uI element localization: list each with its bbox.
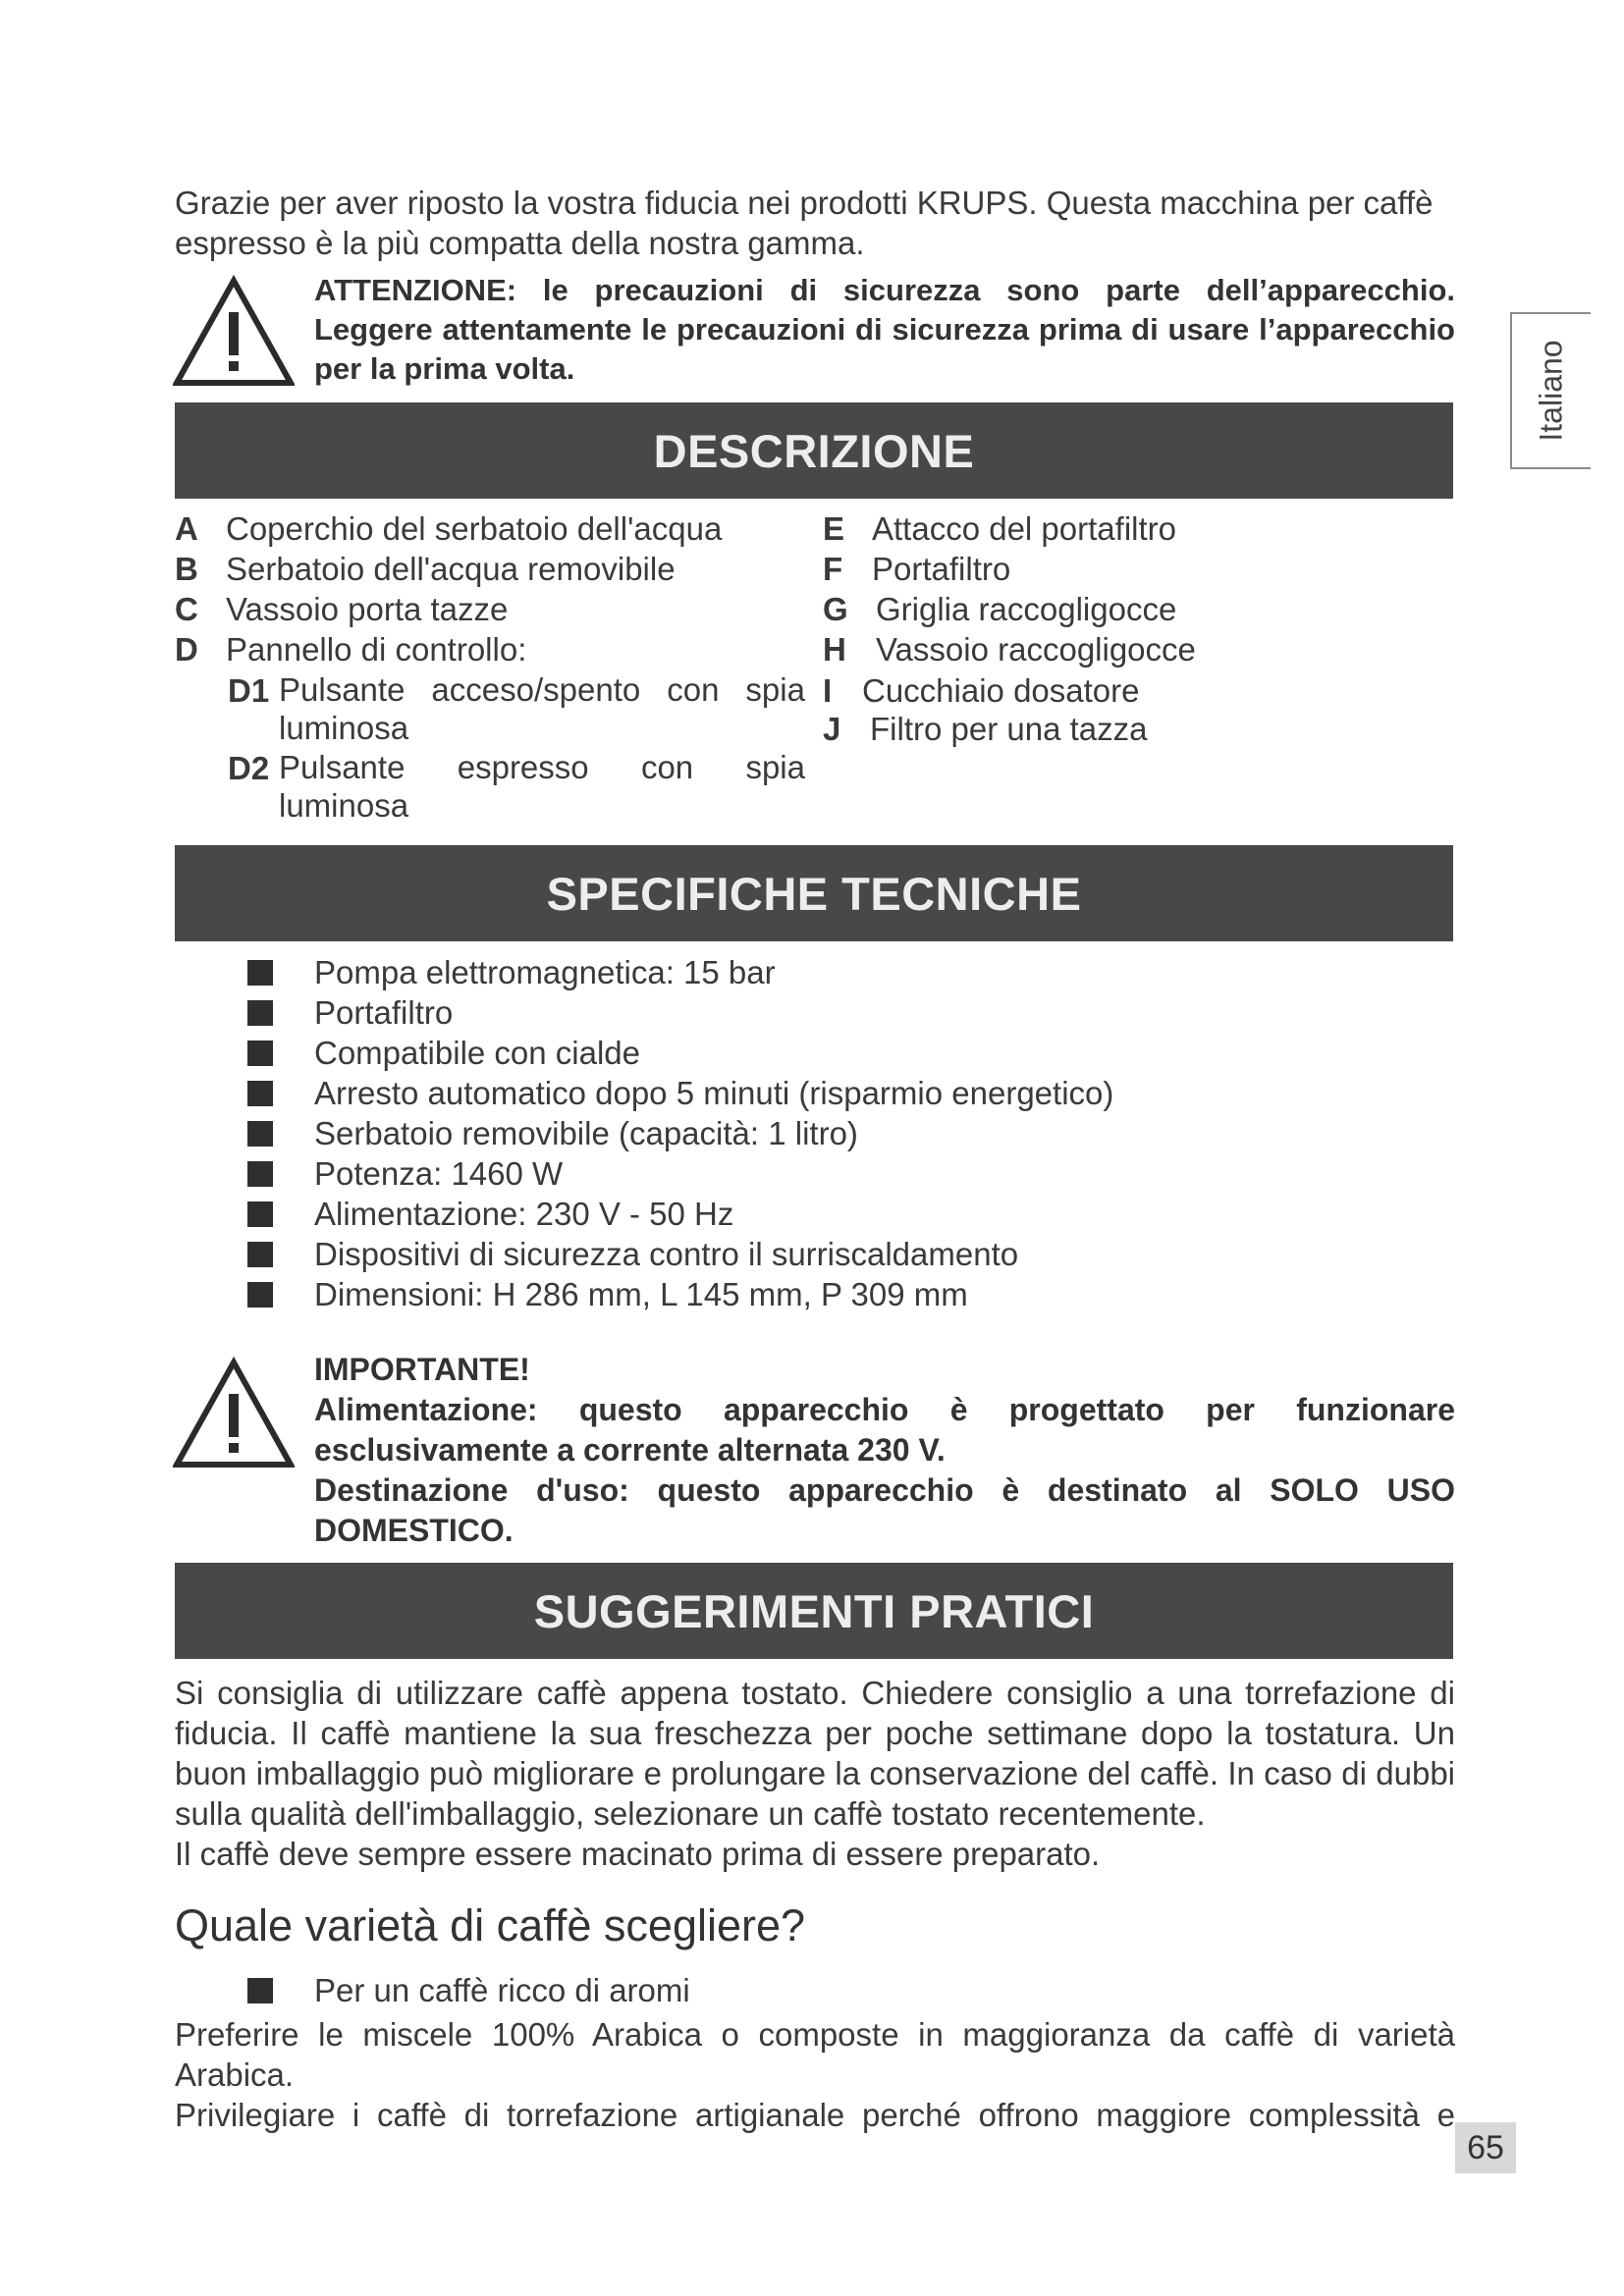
subpart-line2: luminosa	[279, 710, 409, 746]
part-item	[175, 629, 526, 669]
spec-item	[247, 1153, 1113, 1194]
intro-paragraph: Grazie per aver riposto la vostra fiducia nei prodotti KRUPS. Questa macchina per caffè espresso è la più compatta della nostra gamma.	[175, 185, 1434, 261]
square-bullet-icon	[247, 960, 273, 986]
part-letter: B	[175, 551, 198, 587]
variety-paragraphs	[175, 2014, 1455, 2135]
spec-list	[247, 952, 1113, 1314]
spec-item	[247, 1194, 1113, 1234]
tips-paragraph: Si consiglia di utilizzare caffè appena tostato. Chiedere consiglio a una torrefazione di fiducia. Il caffè mantiene la sua freschezza per poche settimane dopo la tostatura. Un buon imballaggio può migliorare e prolungare la conservazione del caffè. In caso di dubbi sulla qualità dell'imballaggio, selezionare un caffè tostato recentemente.	[175, 1675, 1455, 1832]
page-number: 65	[1455, 2122, 1516, 2173]
square-bullet-icon	[247, 1282, 273, 1308]
spec-item	[247, 1033, 1113, 1073]
spec-item	[247, 1113, 1113, 1153]
spec-item	[247, 952, 1113, 992]
aroma-bullet	[247, 1970, 690, 2010]
part-letter: H	[823, 631, 846, 667]
spec-item	[247, 1073, 1113, 1113]
spec-text: Serbatoio removibile (capacità: 1 litro)	[314, 1114, 858, 1151]
part-item	[175, 508, 722, 549]
language-label: Italiano	[1533, 340, 1569, 442]
tips-text	[175, 1673, 1455, 1874]
subpart-word: spia	[745, 671, 805, 708]
warning-triangle-icon	[173, 1357, 295, 1470]
spec-text: Potenza: 1460 W	[314, 1154, 564, 1192]
part-text: Attacco del portafiltro	[872, 510, 1176, 547]
subpart-word: espresso	[457, 749, 589, 785]
subpart-word: Pulsante	[279, 749, 406, 785]
subpart-item	[279, 748, 805, 825]
subpart-word: spia	[745, 749, 805, 785]
part-text: Griglia raccogligocce	[876, 591, 1177, 627]
part-letter: D	[175, 631, 198, 667]
aroma-text: Per un caffè ricco di aromi	[314, 1971, 690, 2008]
square-bullet-icon	[247, 1041, 273, 1066]
spec-text: Alimentazione: 230 V - 50 Hz	[314, 1195, 734, 1232]
part-letter: C	[175, 591, 198, 627]
important-use: Destinazione d'uso: questo apparecchio è destinato al SOLO USO DOMESTICO.	[314, 1472, 1455, 1548]
part-item	[175, 589, 508, 629]
subpart-word: Pulsante	[279, 671, 406, 708]
part-item	[823, 629, 1196, 669]
subpart-word: acceso/spento	[431, 671, 641, 708]
tips-line: Il caffè deve sempre essere macinato prima di essere preparato.	[175, 1836, 1101, 1872]
safety-warning: ATTENZIONE: le precauzioni di sicurezza sono parte dell’apparecchio. Leggere attentamente le precauzioni di sicurezza prima di usare l’apparecchio per la prima volta.	[314, 273, 1455, 386]
part-item	[823, 508, 1176, 549]
subpart-word: con	[640, 749, 694, 785]
spec-text: Pompa elettromagnetica: 15 bar	[314, 953, 776, 990]
part-letter: F	[823, 551, 843, 587]
important-title: IMPORTANTE!	[314, 1352, 530, 1387]
square-bullet-icon	[247, 1242, 273, 1267]
artisan-text: Privilegiare i caffè di torrefazione artigianale perché offrono maggiore complessità e	[175, 2097, 1455, 2133]
square-bullet-icon	[247, 1201, 273, 1227]
spec-text: Portafiltro	[314, 993, 454, 1031]
part-text: Coperchio del serbatoio dell'acqua	[226, 510, 723, 547]
part-item	[823, 589, 1176, 629]
square-bullet-icon	[247, 1121, 273, 1147]
spec-item	[247, 992, 1113, 1033]
section-header-specifiche: SPECIFICHE TECNICHE	[175, 845, 1453, 941]
section-header-descrizione: DESCRIZIONE	[175, 402, 1453, 499]
part-letter: G	[823, 591, 848, 627]
part-item	[175, 549, 676, 589]
question-heading: Quale varietà di caffè scegliere?	[175, 1900, 806, 1950]
spec-item	[247, 1234, 1113, 1274]
part-item	[823, 670, 1140, 711]
subpart-line2: luminosa	[279, 787, 409, 824]
square-bullet-icon	[247, 1081, 273, 1106]
part-text: Filtro per una tazza	[870, 711, 1148, 747]
spec-text: Dispositivi di sicurezza contro il surriscaldamento	[314, 1235, 1019, 1272]
subpart-code: D1	[228, 672, 270, 709]
subpart-code: D2	[228, 750, 270, 786]
language-tab	[1510, 312, 1591, 469]
part-text: Pannello di controllo:	[226, 631, 527, 667]
part-text: Vassoio porta tazze	[226, 591, 509, 627]
spec-text: Arresto automatico dopo 5 minuti (risparmio energetico)	[314, 1074, 1114, 1111]
arabica-text: Preferire le miscele 100% Arabica o composte in maggioranza da caffè di varietà Arabica.	[175, 2016, 1455, 2093]
important-notice	[314, 1350, 1455, 1551]
spec-item	[247, 1274, 1113, 1314]
warning-triangle-icon	[173, 275, 295, 389]
part-text: Vassoio raccogligocce	[876, 631, 1196, 667]
part-letter: A	[175, 510, 198, 547]
square-bullet-icon	[247, 1000, 273, 1026]
part-letter: E	[823, 510, 845, 547]
part-text: Serbatoio dell'acqua removibile	[226, 551, 676, 587]
part-item	[823, 709, 1147, 749]
subpart-item	[279, 670, 805, 747]
spec-text: Dimensioni: H 286 mm, L 145 mm, P 309 mm	[314, 1275, 968, 1312]
spec-text: Compatibile con cialde	[314, 1034, 641, 1071]
part-letter: I	[823, 672, 833, 709]
part-text: Portafiltro	[872, 551, 1011, 587]
part-text: Cucchiaio dosatore	[862, 672, 1140, 709]
section-header-suggerimenti: SUGGERIMENTI PRATICI	[175, 1563, 1453, 1659]
subpart-word: con	[667, 671, 720, 708]
important-power: Alimentazione: questo apparecchio è progettato per funzionare esclusivamente a corrente alternata 230 V.	[314, 1392, 1455, 1468]
square-bullet-icon	[247, 1978, 273, 2003]
part-item	[823, 549, 1010, 589]
square-bullet-icon	[247, 1161, 273, 1187]
part-letter: J	[823, 711, 841, 747]
